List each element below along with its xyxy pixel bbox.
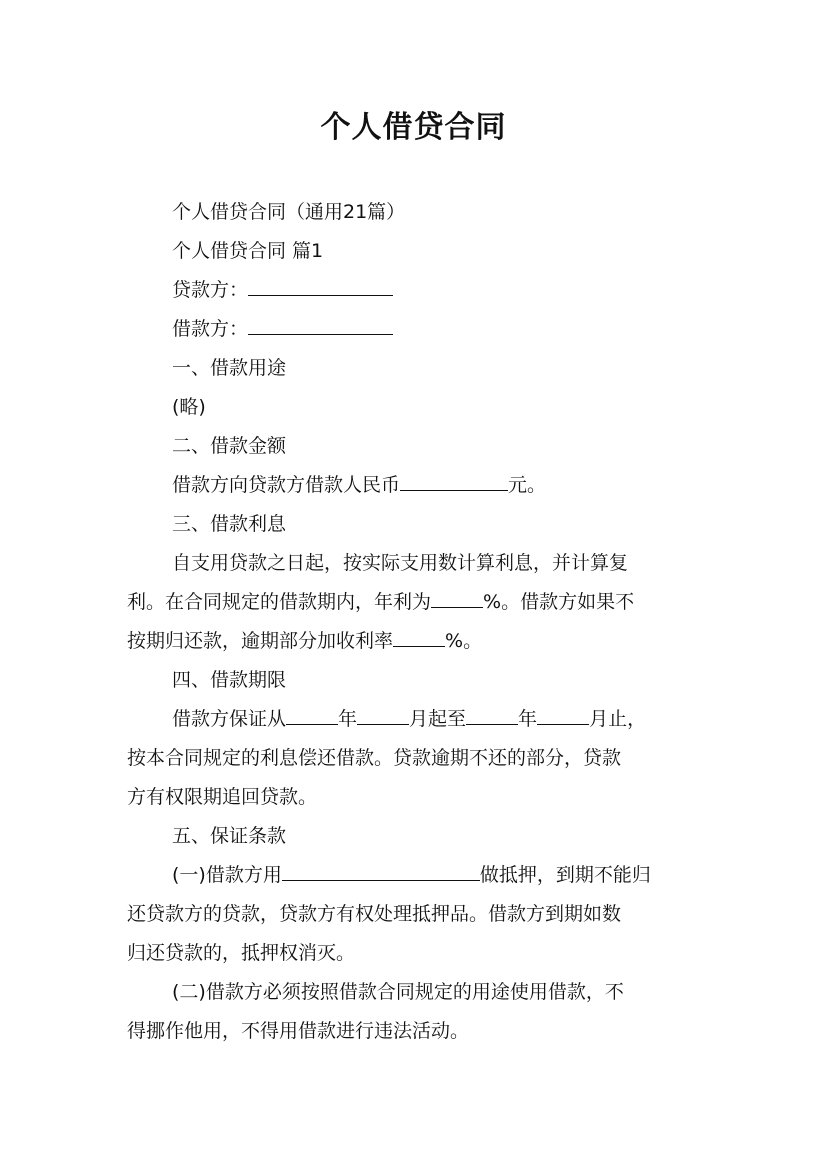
interest-text-3b: %。: [445, 630, 483, 652]
interest-line-3: [127, 622, 707, 661]
end-year-blank: [466, 702, 518, 725]
interest-text-3a: 按期归还款，逾期部分加收利率: [127, 630, 394, 652]
borrower-label: 借款方：: [172, 318, 249, 340]
amount-line: [127, 466, 707, 505]
document-body: [127, 193, 707, 1051]
heading-guarantee: 五、保证条款: [172, 825, 287, 847]
end-month-blank: [537, 702, 589, 725]
annual-rate-blank: [431, 585, 483, 608]
subtitle: 个人借贷合同（通用21篇）: [172, 201, 406, 223]
section-heading: 个人借贷合同 篇1: [172, 240, 324, 262]
guarantee-1-line-1: [127, 856, 707, 895]
interest-text-2b: %。借款方如果不: [483, 591, 635, 613]
heading-amount: 二、借款金额: [172, 435, 287, 457]
guarantee-1-text-b: 做抵押，到期不能归: [479, 864, 651, 886]
lender-blank: [248, 273, 393, 296]
interest-line-1: 自支用贷款之日起，按实际支用数计算利息，并计算复: [172, 552, 629, 574]
term-line-2: 按本合同规定的利息偿还借款。贷款逾期不还的部分，贷款: [127, 747, 622, 769]
overdue-rate-blank: [393, 624, 445, 647]
term-year-2: 年: [518, 708, 538, 730]
term-month-1: 月起至: [409, 708, 467, 730]
heading-purpose: 一、借款用途: [172, 357, 287, 379]
heading-term: 四、借款期限: [172, 669, 287, 691]
interest-line-2: [127, 583, 707, 622]
guarantee-1-line-3: 归还贷款的，抵押权消灭。: [127, 942, 356, 964]
term-month-2: 月止，: [589, 708, 647, 730]
term-year-1: 年: [338, 708, 358, 730]
lender-label: 贷款方：: [172, 279, 249, 301]
amount-blank: [400, 468, 508, 491]
document-title: 个人借贷合同: [320, 110, 507, 145]
amount-text: 借款方向贷款方借款人民币: [172, 474, 401, 496]
purpose-content: (略): [172, 396, 206, 418]
guarantee-1-line-2: 还贷款方的贷款，贷款方有权处理抵押品。借款方到期如数: [127, 903, 622, 925]
term-line-1: [127, 700, 707, 739]
guarantee-1-text-a: (一)借款方用: [172, 864, 282, 886]
start-year-blank: [286, 702, 338, 725]
heading-interest: 三、借款利息: [172, 513, 287, 535]
borrower-blank: [248, 312, 393, 335]
amount-unit: 元。: [508, 474, 547, 496]
term-line-3: 方有权限期追回贷款。: [127, 786, 318, 808]
start-month-blank: [357, 702, 409, 725]
interest-text-2a: 利。在合同规定的借款期内，年利为: [127, 591, 432, 613]
guarantee-2-line-1: (二)借款方必须按照借款合同规定的用途使用借款，不: [172, 981, 624, 1003]
borrower-line: [127, 310, 707, 349]
term-text-a: 借款方保证从: [172, 708, 287, 730]
lender-line: [127, 271, 707, 310]
guarantee-2-line-2: 得挪作他用，不得用借款进行违法活动。: [127, 1020, 470, 1042]
collateral-blank: [282, 858, 480, 881]
